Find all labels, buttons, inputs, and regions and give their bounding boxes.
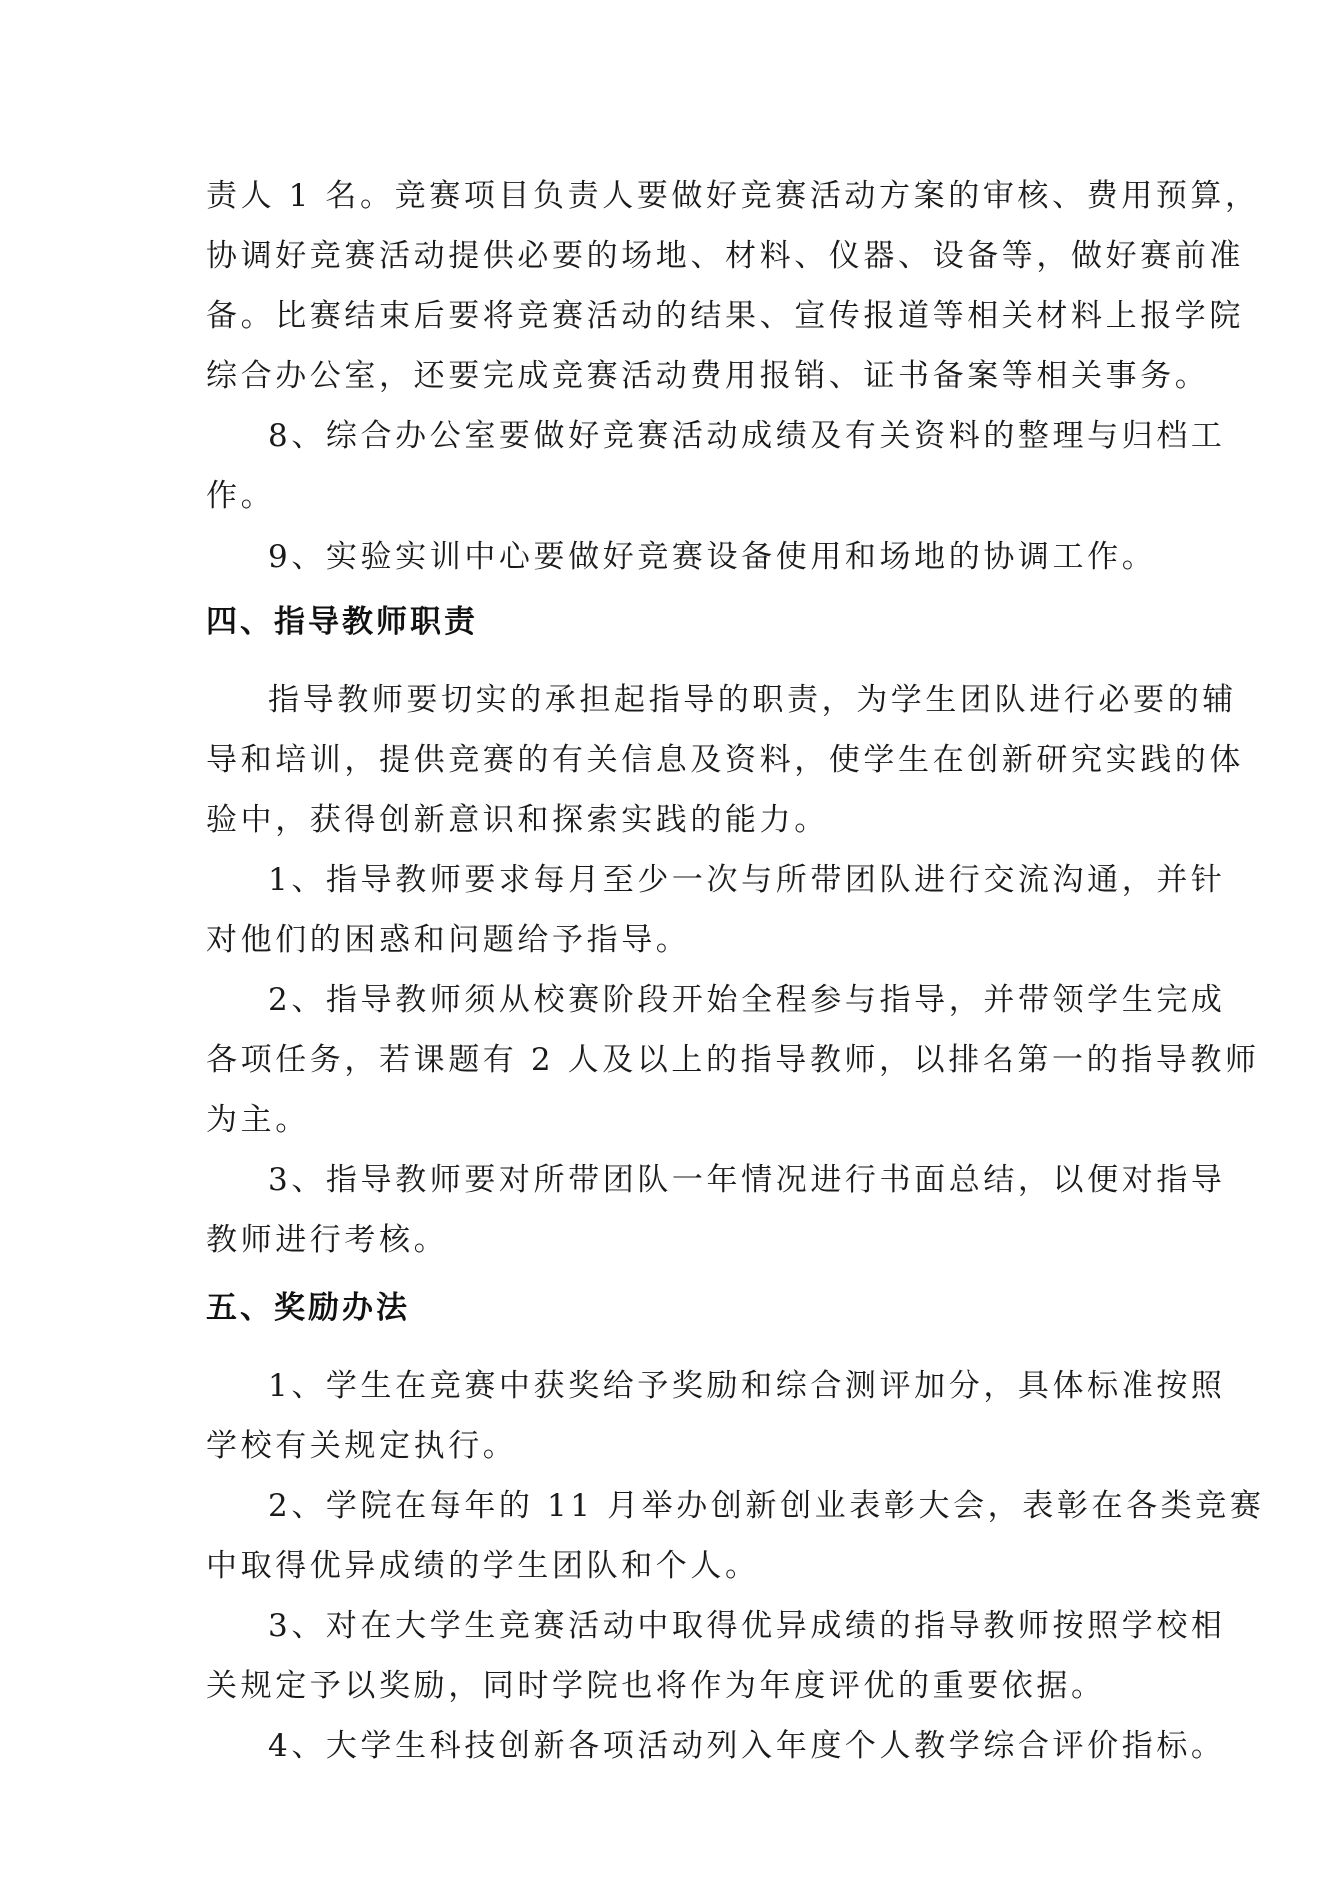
section-heading-5: 五、奖励办法 [206, 1290, 410, 1326]
paragraph-line: 指导教师要切实的承担起指导的职责，为学生团队进行必要的辅 [268, 682, 1237, 718]
paragraph-line: 4、大学生科技创新各项活动列入年度个人教学综合评价指标。 [268, 1728, 1226, 1764]
paragraph-line: 综合办公室，还要完成竞赛活动费用报销、证书备案等相关事务。 [206, 358, 1210, 394]
paragraph-line: 备。比赛结束后要将竞赛活动的结果、宣传报道等相关材料上报学院 [206, 298, 1244, 334]
paragraph-line: 导和培训，提供竞赛的有关信息及资料，使学生在创新研究实践的体 [206, 742, 1244, 778]
paragraph-line: 为主。 [206, 1102, 310, 1138]
paragraph-line: 2、学院在每年的 11 月举办创新创业表彰大会，表彰在各类竞赛 [268, 1488, 1265, 1524]
paragraph-line: 学校有关规定执行。 [206, 1428, 518, 1464]
paragraph-line: 9、实验实训中心要做好竞赛设备使用和场地的协调工作。 [268, 539, 1157, 575]
paragraph-line: 2、指导教师须从校赛阶段开始全程参与指导，并带领学生完成 [268, 982, 1226, 1018]
paragraph-line: 1、学生在竞赛中获奖给予奖励和综合测评加分，具体标准按照 [268, 1368, 1226, 1404]
paragraph-line: 作。 [206, 478, 276, 514]
paragraph-line: 各项任务，若课题有 2 人及以上的指导教师，以排名第一的指导教师 [206, 1042, 1260, 1078]
paragraph-line: 责人 1 名。竞赛项目负责人要做好竞赛活动方案的审核、费用预算， [206, 178, 1260, 214]
paragraph-line: 协调好竞赛活动提供必要的场地、材料、仪器、设备等，做好赛前准 [206, 238, 1244, 274]
paragraph-line: 1、指导教师要求每月至少一次与所带团队进行交流沟通，并针 [268, 862, 1226, 898]
paragraph-line: 验中，获得创新意识和探索实践的能力。 [206, 802, 829, 838]
paragraph-line: 3、对在大学生竞赛活动中取得优异成绩的指导教师按照学校相 [268, 1608, 1226, 1644]
paragraph-line: 3、指导教师要对所带团队一年情况进行书面总结，以便对指导 [268, 1162, 1226, 1198]
paragraph-line: 8、综合办公室要做好竞赛活动成绩及有关资料的整理与归档工 [268, 418, 1226, 454]
paragraph-line: 关规定予以奖励，同时学院也将作为年度评优的重要依据。 [206, 1668, 1106, 1704]
section-heading-4: 四、指导教师职责 [206, 604, 478, 640]
paragraph-line: 教师进行考核。 [206, 1222, 449, 1258]
paragraph-line: 对他们的困惑和问题给予指导。 [206, 922, 691, 958]
paragraph-line: 中取得优异成绩的学生团队和个人。 [206, 1548, 760, 1584]
